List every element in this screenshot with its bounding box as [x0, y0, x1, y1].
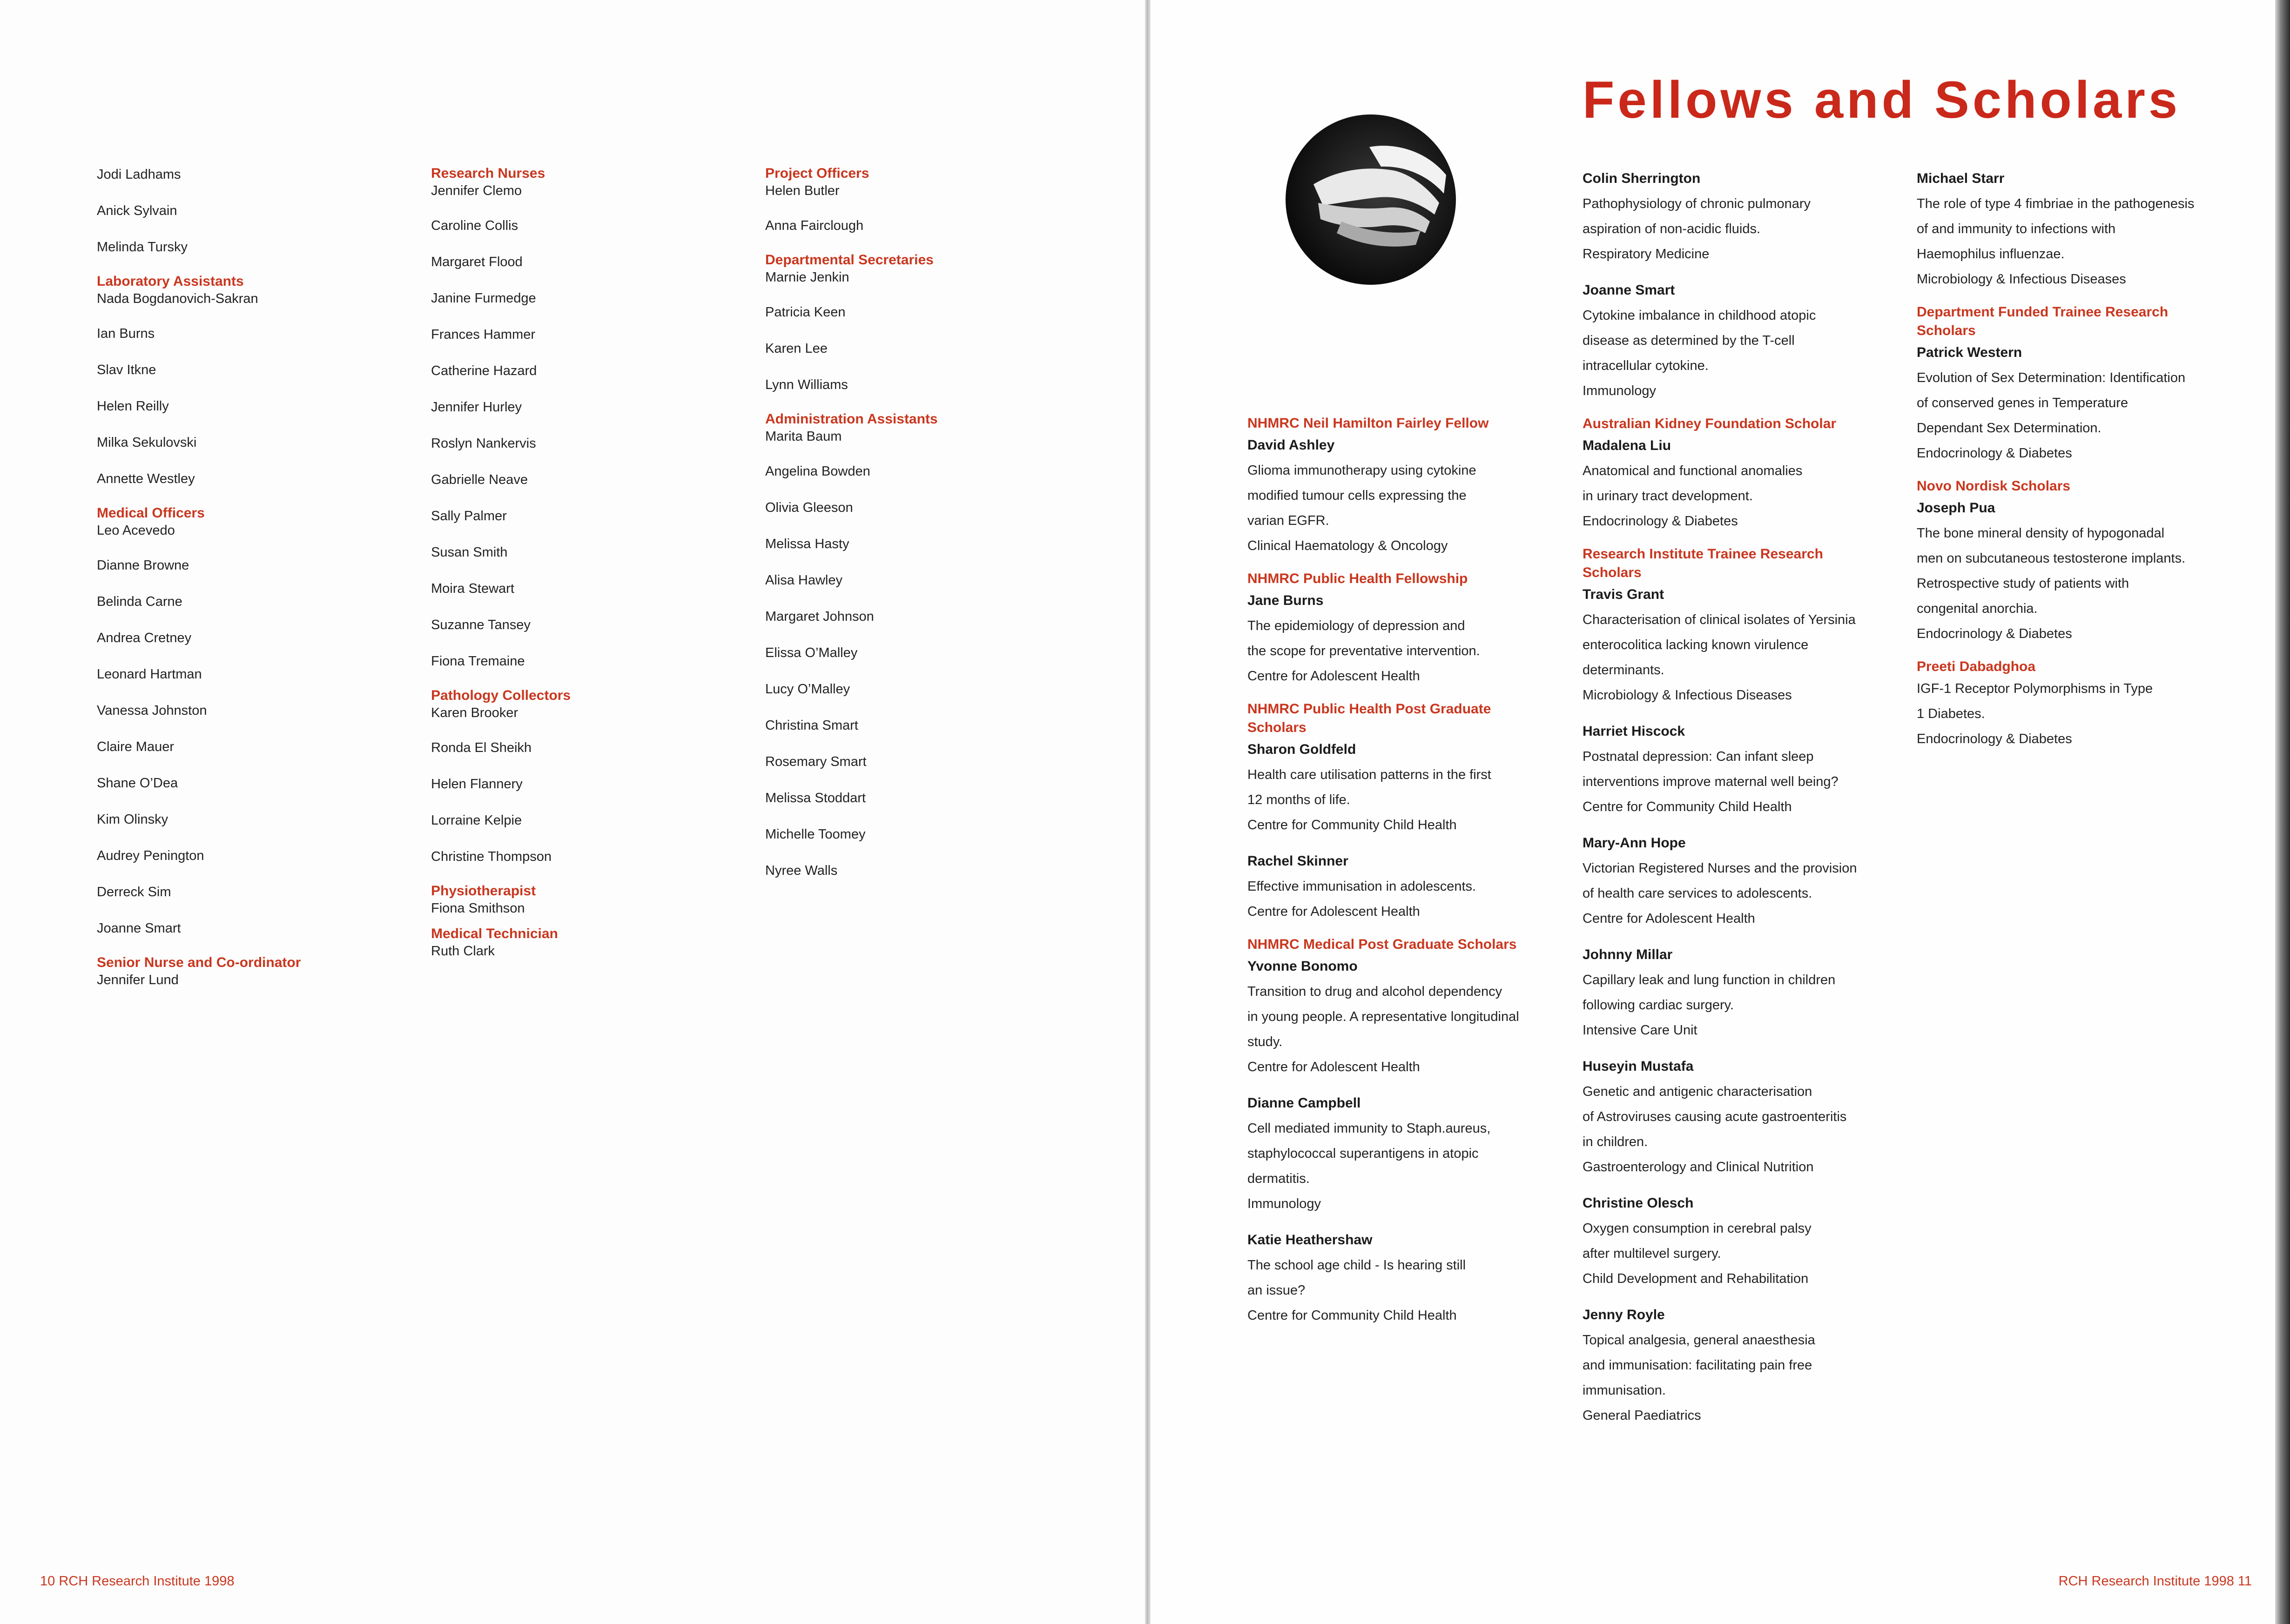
section-heading: Project Officers: [765, 166, 869, 181]
book-edge: [2275, 0, 2290, 1624]
staff-name: Rosemary Smart: [765, 754, 867, 769]
staff-name: Karen Lee: [765, 341, 828, 356]
section-heading: Departmental Secretaries: [765, 252, 934, 268]
project-line: Intensive Care Unit: [1583, 1023, 1697, 1038]
fellow-entry: [1583, 545, 1885, 708]
staff-name: Angelina Bowden: [765, 464, 870, 479]
fellows-column-2: [1583, 166, 1885, 1439]
staff-name: Audrey Penington: [97, 848, 204, 863]
fellow-name: Madalena Liu: [1583, 438, 1671, 453]
project-line: Centre for Community Child Health: [1247, 818, 1457, 832]
staff-name: Slav Itkne: [97, 362, 156, 377]
project-line: 1 Diabetes.: [1917, 706, 1985, 721]
staff-name: Marita Baum: [765, 429, 842, 444]
project-line: Respiratory Medicine: [1583, 247, 1710, 262]
staff-name: Joanne Smart: [97, 921, 181, 936]
fellow-name: Sharon Goldfeld: [1247, 742, 1356, 757]
project-line: Postnatal depression: Can infant sleep: [1583, 749, 1814, 764]
section-heading: Administration Assistants: [765, 411, 938, 427]
staff-name: Leonard Hartman: [97, 667, 202, 682]
staff-name: Melissa Hasty: [765, 537, 849, 551]
project-line: in children.: [1583, 1134, 1648, 1149]
fellow-entry: [1583, 278, 1885, 403]
project-line: determinants.: [1583, 663, 1664, 678]
project-line: immunisation.: [1583, 1383, 1666, 1398]
project-line: Cell mediated immunity to Staph.aureus,: [1247, 1121, 1491, 1136]
fellow-entry: [1583, 1302, 1885, 1428]
page-title: Fellows and Scholars: [1583, 71, 2181, 129]
staff-name: Melissa Stoddart: [765, 791, 866, 805]
project-line: Endocrinology & Diabetes: [1917, 626, 2072, 641]
project-line: Centre for Adolescent Health: [1247, 904, 1420, 919]
project-line: The epidemiology of depression and: [1247, 618, 1465, 633]
project-line: Dependant Sex Determination.: [1917, 421, 2101, 436]
staff-name: Shane O’Dea: [97, 776, 178, 791]
project-line: Centre for Adolescent Health: [1583, 911, 1755, 926]
fellow-entry: [1247, 935, 1550, 1080]
project-line: in young people. A representative longitudinal: [1247, 1009, 1519, 1024]
staff-name: Helen Reilly: [97, 399, 169, 414]
section-heading: Medical Technician: [431, 926, 558, 941]
fellow-entry: [1917, 166, 2219, 292]
project-line: men on subcutaneous testosterone implants.: [1917, 551, 2186, 566]
project-line: Gastroenterology and Clinical Nutrition: [1583, 1160, 1814, 1174]
award-heading: Department Funded Trainee Research Scholars: [1917, 304, 2169, 338]
staff-name: Anna Fairclough: [765, 218, 864, 233]
fellow-entry: [1583, 831, 1885, 931]
staff-name: Dianne Browne: [97, 558, 189, 573]
award-heading: Preeti Dabadghoa: [1917, 659, 2036, 674]
section-heading: Senior Nurse and Co-ordinator: [97, 955, 301, 970]
fellow-entry: [1247, 414, 1550, 558]
award-heading: Research Institute Trainee Research Scholars: [1583, 546, 1823, 580]
project-line: Characterisation of clinical isolates of Yersinia: [1583, 612, 1856, 627]
staff-name: Jennifer Clemo: [431, 183, 522, 198]
section-heading: Medical Officers: [97, 505, 205, 521]
project-line: Haemophilus influenzae.: [1917, 247, 2065, 262]
project-line: disease as determined by the T-cell: [1583, 333, 1795, 348]
section-heading: Physiotherapist: [431, 883, 536, 899]
fellow-entry: [1247, 849, 1550, 924]
project-line: modified tumour cells expressing the: [1247, 488, 1467, 503]
project-line: staphylococcal superantigens in atopic: [1247, 1146, 1479, 1161]
staff-name: Margaret Flood: [431, 255, 523, 269]
staff-name: Nada Bogdanovich-Sakran: [97, 291, 258, 306]
fellow-name: Patrick Western: [1917, 345, 2022, 360]
project-line: of and immunity to infections with: [1917, 221, 2116, 236]
staff-name: Helen Butler: [765, 183, 840, 198]
staff-column-1: [97, 156, 301, 997]
staff-name: Alisa Hawley: [765, 573, 842, 588]
project-line: of conserved genes in Temperature: [1917, 396, 2128, 410]
project-line: the scope for preventative intervention.: [1247, 644, 1480, 658]
fellow-entry: [1917, 658, 2219, 752]
staff-name: Melinda Tursky: [97, 240, 188, 255]
fellow-name: Johnny Millar: [1583, 947, 1673, 962]
staff-name: Ian Burns: [97, 326, 155, 341]
fellow-entry: [1583, 942, 1885, 1043]
fellow-name: Christine Olesch: [1583, 1195, 1694, 1211]
staff-name: Leo Acevedo: [97, 523, 175, 538]
project-line: The school age child - Is hearing still: [1247, 1258, 1466, 1273]
staff-name: Gabrielle Neave: [431, 472, 528, 487]
fellow-name: Travis Grant: [1583, 587, 1664, 602]
fellow-name: Jane Burns: [1247, 593, 1324, 608]
project-line: congenital anorchia.: [1917, 601, 2038, 616]
fellow-name: Colin Sherrington: [1583, 171, 1701, 186]
fellow-entry: [1917, 477, 2219, 646]
staff-name: Fiona Tremaine: [431, 654, 525, 669]
award-heading: Novo Nordisk Scholars: [1917, 478, 2071, 494]
project-line: Retrospective study of patients with: [1917, 576, 2129, 591]
staff-name: Janine Furmedge: [431, 291, 536, 306]
project-line: aspiration of non-acidic fluids.: [1583, 221, 1761, 236]
project-line: varian EGFR.: [1247, 513, 1329, 528]
project-line: Capillary leak and lung function in children: [1583, 973, 1836, 987]
staff-name: Ruth Clark: [431, 944, 495, 959]
staff-name: Claire Mauer: [97, 739, 174, 754]
staff-name: Elissa O’Malley: [765, 645, 858, 660]
project-line: The bone mineral density of hypogonadal: [1917, 526, 2165, 541]
project-line: dermatitis.: [1247, 1171, 1310, 1186]
fellow-entry: [1583, 166, 1885, 267]
fellow-entry: [1583, 1054, 1885, 1180]
fellow-name: Katie Heathershaw: [1247, 1232, 1373, 1248]
fellow-name: Joanne Smart: [1583, 282, 1675, 298]
staff-name: Marnie Jenkin: [765, 270, 849, 285]
staff-name: Suzanne Tansey: [431, 617, 531, 632]
fellow-entry: [1247, 700, 1550, 838]
section-heading: Research Nurses: [431, 166, 546, 181]
staff-name: Fiona Smithson: [431, 901, 525, 916]
project-line: Endocrinology & Diabetes: [1583, 514, 1738, 529]
fellow-entry: [1583, 415, 1885, 534]
project-line: of Astroviruses causing acute gastroenteritis: [1583, 1109, 1847, 1124]
project-line: Microbiology & Infectious Diseases: [1583, 688, 1792, 703]
staff-name: Christine Thompson: [431, 849, 552, 864]
fellow-name: Dianne Campbell: [1247, 1095, 1361, 1111]
project-line: Anatomical and functional anomalies: [1583, 463, 1803, 478]
fellows-column-3: [1917, 166, 2219, 763]
staff-name: Belinda Carne: [97, 594, 182, 609]
fellow-entry: [1247, 1091, 1550, 1216]
fellow-name: Harriet Hiscock: [1583, 724, 1685, 739]
staff-name: Milka Sekulovski: [97, 435, 197, 450]
staff-name: Lorraine Kelpie: [431, 813, 522, 828]
project-line: Child Development and Rehabilitation: [1583, 1271, 1809, 1286]
staff-name: Lucy O’Malley: [765, 682, 850, 697]
project-line: 12 months of life.: [1247, 792, 1350, 807]
fellows-column-1: [1247, 414, 1550, 1339]
staff-name: Sally Palmer: [431, 509, 507, 523]
project-line: Effective immunisation in adolescents.: [1247, 879, 1476, 894]
fellow-name: Joseph Pua: [1917, 500, 1995, 516]
project-line: Transition to drug and alcohol dependency: [1247, 984, 1502, 999]
project-line: an issue?: [1247, 1283, 1306, 1298]
project-line: and immunisation: facilitating pain free: [1583, 1358, 1812, 1373]
project-line: Endocrinology & Diabetes: [1917, 446, 2072, 461]
fellow-name: Yvonne Bonomo: [1247, 959, 1358, 974]
fellow-entry: [1583, 719, 1885, 819]
fellow-name: Michael Starr: [1917, 171, 2005, 186]
project-line: study.: [1247, 1034, 1283, 1049]
project-line: Topical analgesia, general anaesthesia: [1583, 1333, 1815, 1348]
left-page-footer: 10 RCH Research Institute 1998: [40, 1574, 235, 1589]
project-line: Microbiology & Infectious Diseases: [1917, 272, 2126, 287]
project-line: General Paediatrics: [1583, 1408, 1701, 1423]
fellow-name: Huseyin Mustafa: [1583, 1059, 1694, 1074]
staff-name: Lynn Williams: [765, 377, 848, 392]
staff-name: Patricia Keen: [765, 305, 846, 320]
staff-name: Annette Westley: [97, 471, 195, 486]
fellow-name: Jenny Royle: [1583, 1307, 1665, 1322]
staff-name: Margaret Johnson: [765, 609, 874, 624]
right-page-footer: RCH Research Institute 1998 11: [2058, 1574, 2252, 1589]
fellow-entry: [1917, 303, 2219, 466]
project-line: Health care utilisation patterns in the first: [1247, 767, 1491, 782]
fellow-entry: [1247, 570, 1550, 689]
staff-name: Nyree Walls: [765, 863, 838, 878]
staff-name: Susan Smith: [431, 545, 508, 560]
staff-name: Roslyn Nankervis: [431, 436, 536, 451]
award-heading: NHMRC Medical Post Graduate Scholars: [1247, 937, 1517, 952]
staff-name: Karen Brooker: [431, 705, 518, 720]
hands-photo: [1286, 114, 1456, 285]
fellow-entry: [1247, 1228, 1550, 1328]
staff-name: Andrea Cretney: [97, 631, 192, 645]
staff-name: Kim Olinsky: [97, 812, 168, 827]
project-line: Centre for Adolescent Health: [1247, 1060, 1420, 1074]
project-line: Genetic and antigenic characterisation: [1583, 1084, 1812, 1099]
staff-name: Caroline Collis: [431, 218, 518, 233]
project-line: IGF-1 Receptor Polymorphisms in Type: [1917, 681, 2153, 696]
fellow-name: David Ashley: [1247, 437, 1335, 453]
fellow-name: Mary-Ann Hope: [1583, 835, 1686, 851]
staff-name: Helen Flannery: [431, 777, 523, 792]
award-heading: NHMRC Neil Hamilton Fairley Fellow: [1247, 416, 1489, 431]
project-line: Centre for Adolescent Health: [1247, 669, 1420, 684]
fellow-name: Rachel Skinner: [1247, 853, 1348, 869]
project-line: enterocolitica lacking known virulence: [1583, 638, 1809, 652]
project-line: interventions improve maternal well being?: [1583, 774, 1839, 789]
project-line: Centre for Community Child Health: [1247, 1308, 1457, 1323]
project-line: Victorian Registered Nurses and the provision: [1583, 861, 1857, 876]
staff-name: Jennifer Lund: [97, 973, 179, 987]
project-line: following cardiac surgery.: [1583, 998, 1734, 1013]
project-line: of health care services to adolescents.: [1583, 886, 1812, 901]
staff-name: Catherine Hazard: [431, 363, 537, 378]
staff-name: Olivia Gleeson: [765, 500, 853, 515]
staff-name: Frances Hammer: [431, 327, 535, 342]
section-heading: Pathology Collectors: [431, 688, 571, 703]
project-line: Evolution of Sex Determination: Identification: [1917, 370, 2186, 385]
project-line: Immunology: [1583, 383, 1656, 398]
award-heading: Australian Kidney Foundation Scholar: [1583, 416, 1837, 431]
project-line: intracellular cytokine.: [1583, 358, 1709, 373]
staff-column-3: [765, 166, 938, 889]
project-line: Cytokine imbalance in childhood atopic: [1583, 308, 1816, 323]
staff-name: Michelle Toomey: [765, 827, 866, 842]
staff-column-2: [431, 166, 571, 968]
project-line: after multilevel surgery.: [1583, 1246, 1721, 1261]
project-line: Centre for Community Child Health: [1583, 799, 1792, 814]
staff-name: Jodi Ladhams: [97, 167, 181, 182]
project-line: Clinical Haematology & Oncology: [1247, 538, 1448, 553]
section-heading: Laboratory Assistants: [97, 274, 244, 289]
award-heading: NHMRC Public Health Fellowship: [1247, 571, 1468, 586]
staff-name: Christina Smart: [765, 718, 858, 733]
page-spine: [1145, 0, 1151, 1624]
project-line: Glioma immunotherapy using cytokine: [1247, 463, 1476, 478]
staff-name: Jennifer Hurley: [431, 400, 522, 415]
staff-name: Vanessa Johnston: [97, 703, 207, 718]
fellow-entry: [1583, 1191, 1885, 1291]
staff-name: Anick Sylvain: [97, 203, 177, 218]
project-line: Endocrinology & Diabetes: [1917, 731, 2072, 746]
award-heading: NHMRC Public Health Post Graduate Scholars: [1247, 701, 1491, 735]
project-line: Oxygen consumption in cerebral palsy: [1583, 1221, 1812, 1236]
project-line: Pathophysiology of chronic pulmonary: [1583, 196, 1811, 211]
project-line: The role of type 4 fimbriae in the pathogenesis: [1917, 196, 2195, 211]
staff-name: Ronda El Sheikh: [431, 740, 532, 755]
project-line: in urinary tract development.: [1583, 489, 1753, 503]
staff-name: Derreck Sim: [97, 885, 171, 899]
staff-name: Moira Stewart: [431, 581, 514, 596]
project-line: Immunology: [1247, 1196, 1321, 1211]
